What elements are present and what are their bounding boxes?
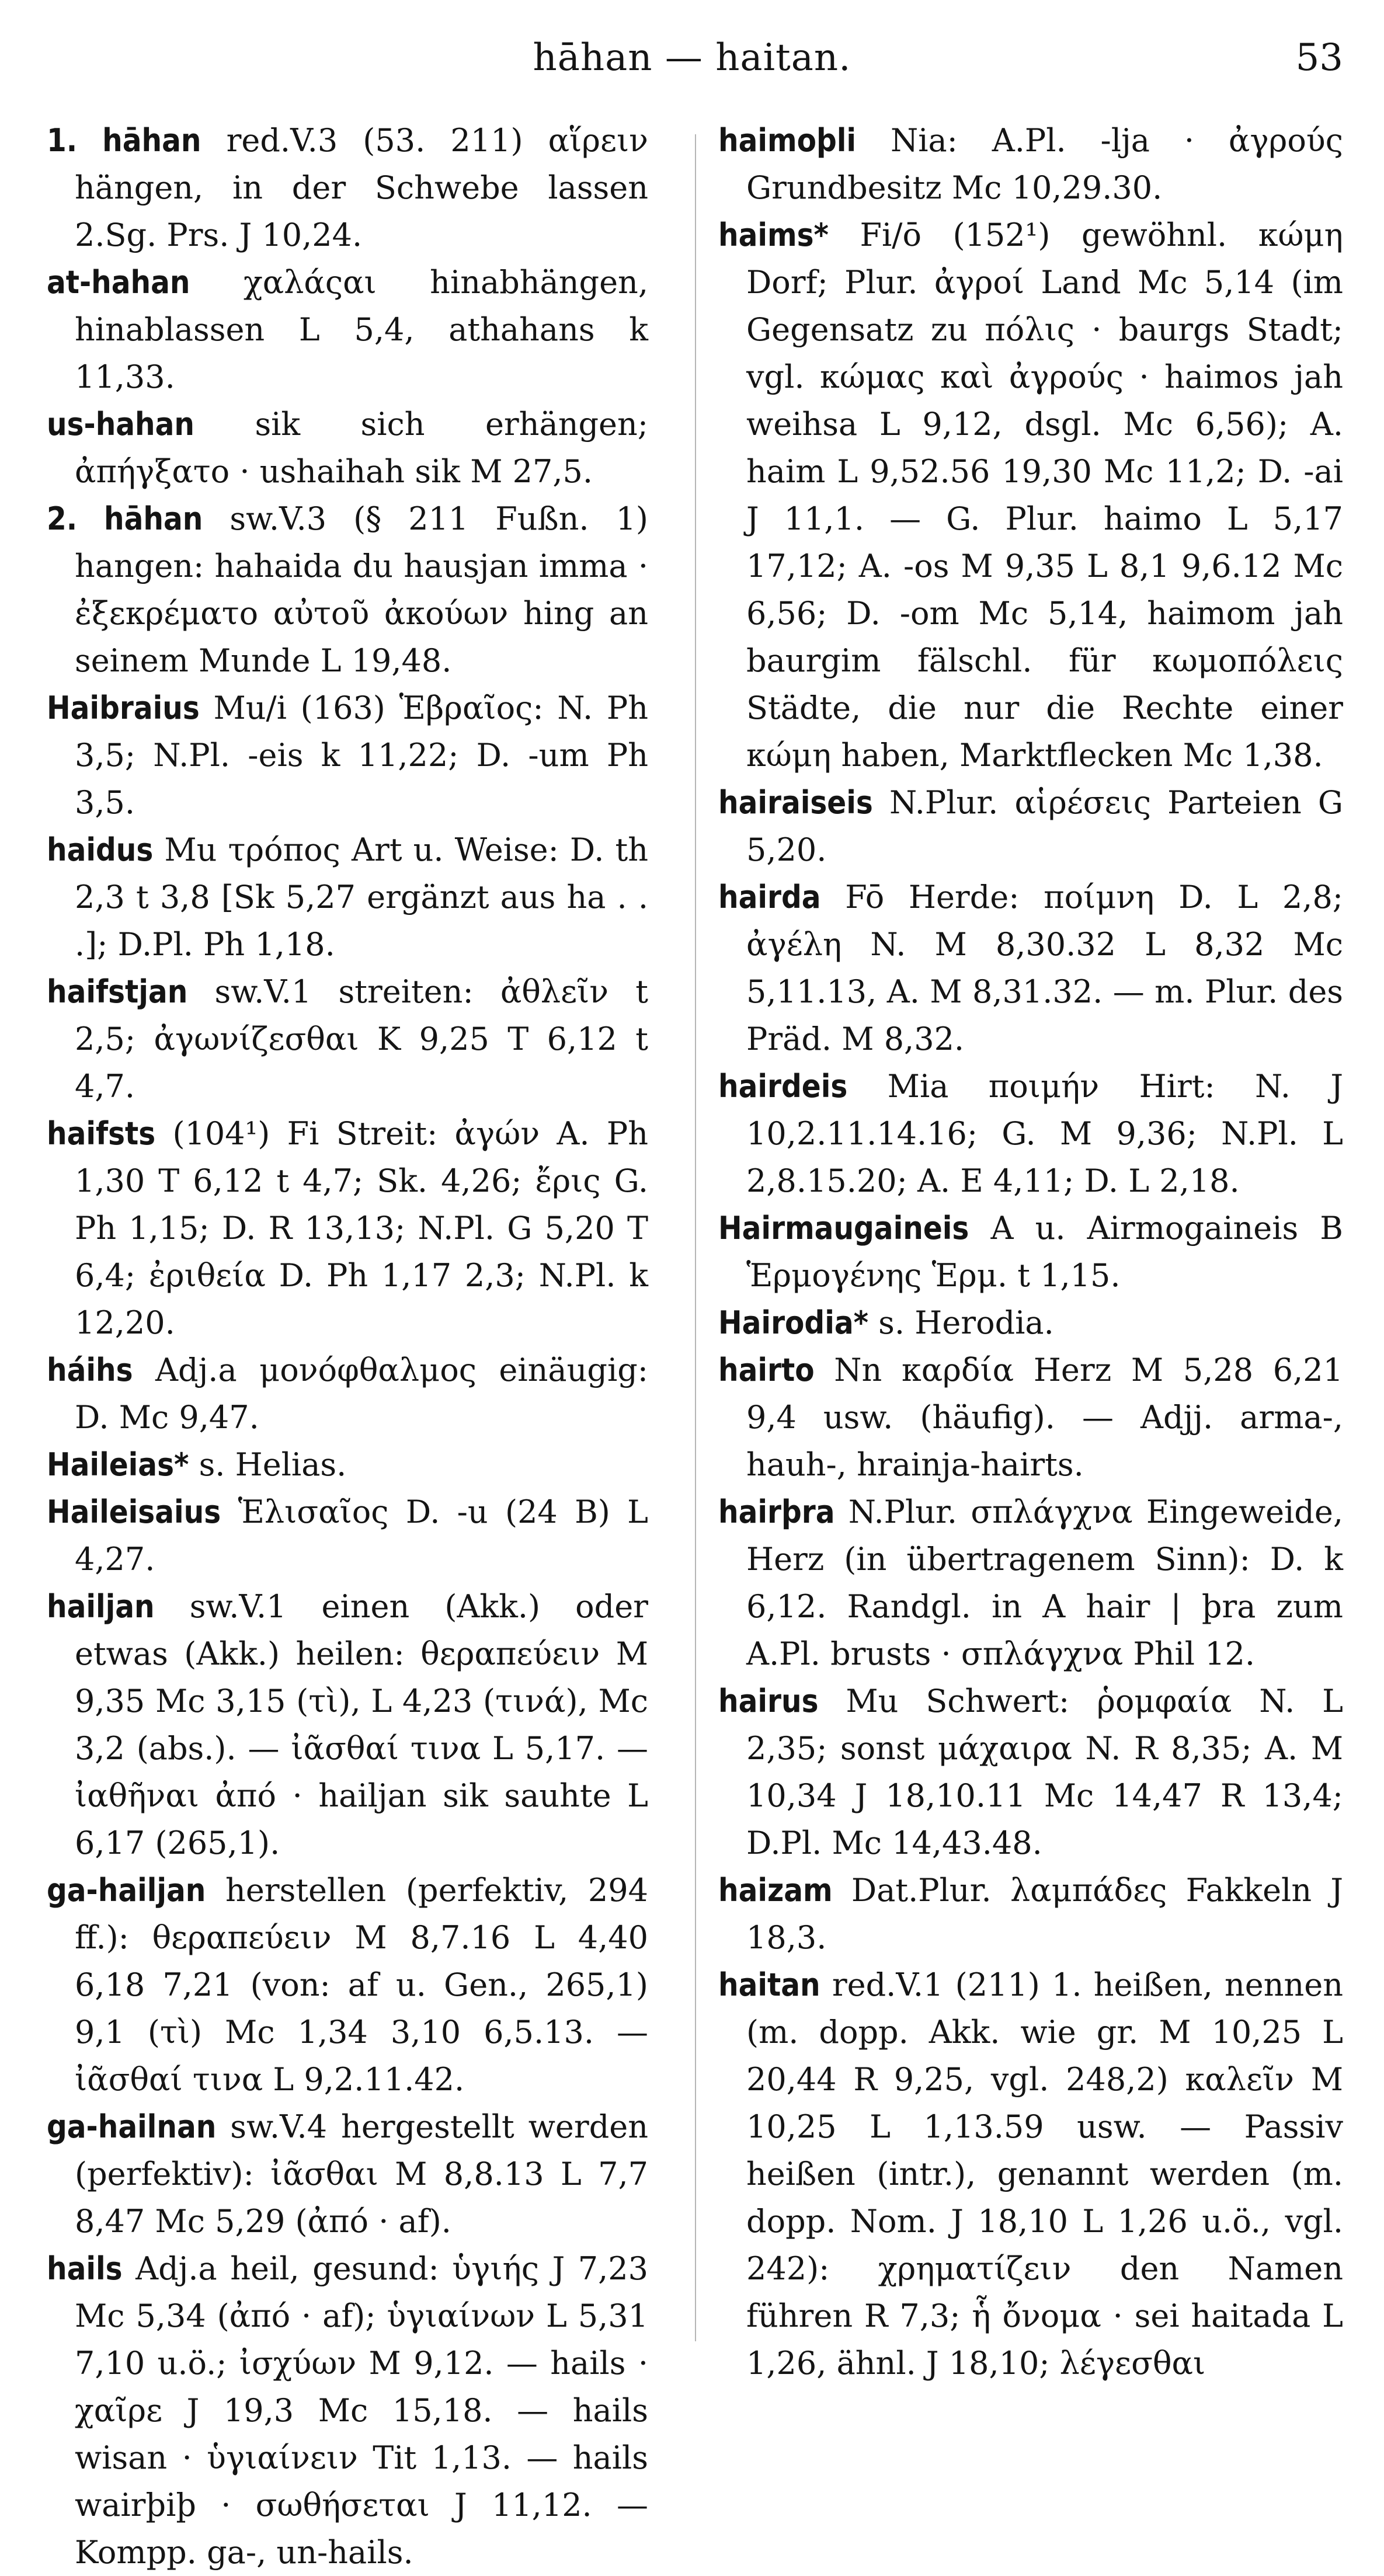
- entry-headword: at-hahan: [47, 264, 190, 301]
- entry-definition: sik sich erhängen; ἀπήγξατο · ushaihah sik M 27,5.: [75, 406, 648, 490]
- entry-definition: s. Herodia.: [868, 1304, 1054, 1341]
- dictionary-entry: [47, 1488, 648, 1583]
- dictionary-entry: [718, 1346, 1343, 1488]
- dictionary-entry: [718, 1488, 1343, 1677]
- entry-headword: ga-hailjan: [47, 1872, 206, 1909]
- entry-headword: Hairmaugaineis: [718, 1210, 969, 1247]
- entry-definition: Ἑλισαῖος D. -u (24 B) L 4,27.: [75, 1494, 648, 1578]
- entry-definition: N.Plur. αἱρέσεις Parteien G 5,20.: [746, 784, 1343, 868]
- entry-definition: s. Helias.: [189, 1446, 347, 1483]
- entry-headword: hailjan: [47, 1588, 155, 1625]
- dictionary-entry: [47, 259, 648, 401]
- entry-headword: hairþra: [718, 1494, 835, 1530]
- dictionary-entry: [718, 1063, 1343, 1205]
- entry-headword: Haileias*: [47, 1446, 189, 1483]
- entry-headword: Haibraius: [47, 690, 200, 726]
- entry-headword: haims*: [718, 217, 829, 253]
- entry-headword: ga-hailnan: [47, 2108, 217, 2145]
- dictionary-entry: [718, 873, 1343, 1063]
- entry-definition: Mu Schwert: ῥομφαία N. L 2,35; sonst μάχαιρα N. R 8,35; A. M 10,34 J 18,10.11 Mc 14,47 R 13,4; D.Pl. Mc 14,43.48.: [746, 1683, 1343, 1861]
- dictionary-entry: [47, 968, 648, 1110]
- entry-definition: Adj.a heil, gesund: ὑγιής J 7,23 Mc 5,34 (ἀπό · af); ὑγιαίνων L 5,31 7,10 u.ö.; ἰσχύων M 9,12. — hails · χαῖρε J 19,3 Mc 15,18. — hails wisan · ὑγιαίνειν Tit 1,13. — hails wairþiþ · σωθήσεται J 11,12. — Kompp. ga-, un-hails.: [75, 2250, 648, 2571]
- dictionary-entry: [47, 1583, 648, 1867]
- dictionary-entry: [47, 401, 648, 495]
- dictionary-entry: [718, 1205, 1343, 1299]
- left-column: [47, 117, 648, 2576]
- dictionary-entry: [718, 779, 1343, 873]
- dictionary-entry: [718, 1677, 1343, 1867]
- entry-headword: haidus: [47, 831, 154, 868]
- entry-headword: 2. hāhan: [47, 500, 203, 537]
- entry-headword: haitan: [718, 1966, 820, 2003]
- entry-definition: Fi/ō (152¹) gewöhnl. κώμη Dorf; Plur. ἀγροί Land Mc 5,14 (im Gegensatz zu πόλις · baurgs Stadt; vgl. κώμας καὶ ἀγρούς · haimos jah weihsa L 9,12, dsgl. Mc 6,56); A. haim L 9,52.56 19,30 Mc 11,2; D. -ai J 11,1. — G. Plur. haimo L 5,17 17,12; A. -os M 9,35 L 8,1 9,6.12 Mc 6,56; D. -om Mc 5,14, haimom jah baurgim fälschl. für κωμοπόλεις Städte, die nur die Rechte einer κώμη haben, Marktflecken Mc 1,38.: [746, 217, 1343, 774]
- page-number: 53: [1295, 36, 1343, 79]
- dictionary-entry: [47, 2103, 648, 2245]
- dictionary-entry: [718, 1867, 1343, 1961]
- dictionary-entry: [47, 1441, 648, 1488]
- entry-headword: us-hahan: [47, 406, 195, 443]
- entry-definition: (104¹) Fi Streit: ἀγών A. Ph 1,30 T 6,12 t 4,7; Sk. 4,26; ἔρις G. Ph 1,15; D. R 13,13; N.Pl. G 5,20 T 6,4; ἐριθεία D. Ph 1,17 2,3; N.Pl. k 12,20.: [75, 1115, 648, 1341]
- dictionary-entry: [47, 2245, 648, 2576]
- column-divider: [695, 134, 696, 2341]
- entry-definition: Mu/i (163) Ἑβραῖος: N. Ph 3,5; N.Pl. -eis k 11,22; D. -um Ph 3,5.: [75, 690, 648, 821]
- entry-headword: hairus: [718, 1683, 819, 1719]
- dictionary-entry: [718, 1299, 1343, 1346]
- entry-headword: haimoþli: [718, 122, 857, 159]
- dictionary-entry: [47, 1346, 648, 1441]
- entry-headword: Haileisaius: [47, 1494, 221, 1530]
- entry-headword: 1. hāhan: [47, 122, 201, 159]
- entry-headword: hairto: [718, 1352, 815, 1388]
- entry-definition: sw.V.1 einen (Akk.) oder etwas (Akk.) heilen: θεραπεύειν M 9,35 Mc 3,15 (τὶ), L 4,23 (τινά), Mc 3,2 (abs.). — ἰᾶσθαί τινα L 5,17. — ἰαθῆναι ἀπό · hailjan sik sauhte L 6,17 (265,1).: [75, 1588, 648, 1861]
- entry-definition: sw.V.1 streiten: ἀθλεῖν t 2,5; ἀγωνίζεσθαι K 9,25 T 6,12 t 4,7.: [75, 973, 648, 1105]
- entry-definition: herstellen (perfektiv, 294 ff.): θεραπεύειν M 8,7.16 L 4,40 6,18 7,21 (von: af u. Gen., 265,1) 9,1 (τὶ) Mc 1,34 3,10 6,5.13. — ἰᾶσθαί τινα L 9,2.11.42.: [75, 1872, 648, 2098]
- entry-headword: haizam: [718, 1872, 833, 1909]
- entry-definition: sw.V.4 hergestellt werden (perfektiv): ἰᾶσθαι M 8,8.13 L 7,7 8,47 Mc 5,29 (ἀπό · af).: [75, 2108, 648, 2240]
- dictionary-entry: [718, 117, 1343, 211]
- dictionary-entry: [718, 211, 1343, 779]
- entry-definition: Nia: A.Pl. -lja · ἀγρούς Grundbesitz Mc 10,29.30.: [746, 122, 1343, 206]
- entry-definition: red.V.3 (53. 211) αἵρειν hängen, in der Schwebe lassen 2.Sg. Prs. J 10,24.: [75, 122, 649, 253]
- entry-definition: χαλάςαι hinabhängen, hinablassen L 5,4, athahans k 11,33.: [75, 264, 648, 395]
- entry-definition: Mu τρόπος Art u. Weise: D. th 2,3 t 3,8 [Sk 5,27 ergänzt aus ha . . .]; D.Pl. Ph 1,18.: [75, 831, 648, 963]
- entry-headword: Hairodia*: [718, 1304, 869, 1341]
- entry-headword: haifsts: [47, 1115, 156, 1152]
- entry-definition: N.Plur. σπλάγχνα Eingeweide, Herz (in übertragenem Sinn): D. k 6,12. Randgl. in A hair | þra zum A.Pl. brusts · σπλάγχνα Phil 12.: [746, 1494, 1343, 1672]
- entry-headword: hails: [47, 2250, 123, 2287]
- entry-definition: Dat.Plur. λαμπάδες Fakkeln J 18,3.: [746, 1872, 1343, 1956]
- running-header: hāhan — haitan.: [533, 36, 851, 79]
- dictionary-entry: [718, 1961, 1343, 2387]
- entry-definition: Adj.a μονόφθαλμος einäugig: D. Mc 9,47.: [75, 1352, 648, 1436]
- entry-definition: Fō Herde: ποίμνη D. L 2,8; ἀγέλη N. M 8,30.32 L 8,32 Mc 5,11.13, A. M 8,31.32. — m. Plur. des Präd. M 8,32.: [746, 879, 1343, 1057]
- entry-definition: Nn καρδία Herz M 5,28 6,21 9,4 usw. (häufig). — Adjj. arma-, hauh-, hrainja-hairts.: [746, 1352, 1343, 1483]
- dictionary-entry: [47, 1867, 648, 2103]
- dictionary-entry: [47, 495, 648, 684]
- entry-headword: hairaiseis: [718, 784, 873, 821]
- dictionary-entry: [47, 1110, 648, 1346]
- dictionary-entry: [47, 826, 648, 968]
- entry-headword: hairda: [718, 879, 821, 915]
- right-column: [718, 117, 1343, 2387]
- entry-headword: hairdeis: [718, 1068, 848, 1105]
- entry-definition: Mia ποιμήν Hirt: N. J 10,2.11.14.16; G. M 9,36; N.Pl. L 2,8.15.20; A. E 4,11; D. L 2,18.: [746, 1068, 1343, 1199]
- dictionary-entry: [47, 117, 648, 259]
- entry-definition: A u. Airmogaineis B Ἑρμογένης Ἑρμ. t 1,15.: [746, 1210, 1343, 1294]
- entry-definition: sw.V.3 (§ 211 Fußn. 1) hangen: hahaida du hausjan imma · ἐξεκρέματο αὐτοῦ ἀκούων hing an seinem Munde L 19,48.: [75, 500, 648, 679]
- entry-headword: háihs: [47, 1352, 133, 1388]
- entry-headword: haifstjan: [47, 973, 188, 1010]
- entry-definition: red.V.1 (211) 1. heißen, nennen (m. dopp. Akk. wie gr. M 10,25 L 20,44 R 9,25, vgl. 248,2) καλεῖν M 10,25 L 1,13.59 usw. — Passiv heißen (intr.), genannt werden (m. dopp. Nom. J 18,10 L 1,26 u.ö., vgl. 242): χρηματίζειν den Namen führen R 7,3; ἧ ὄνομα · sei haitada L 1,26, ähnl. J 18,10; λέγεσθαι: [746, 1966, 1343, 2382]
- dictionary-entry: [47, 684, 648, 826]
